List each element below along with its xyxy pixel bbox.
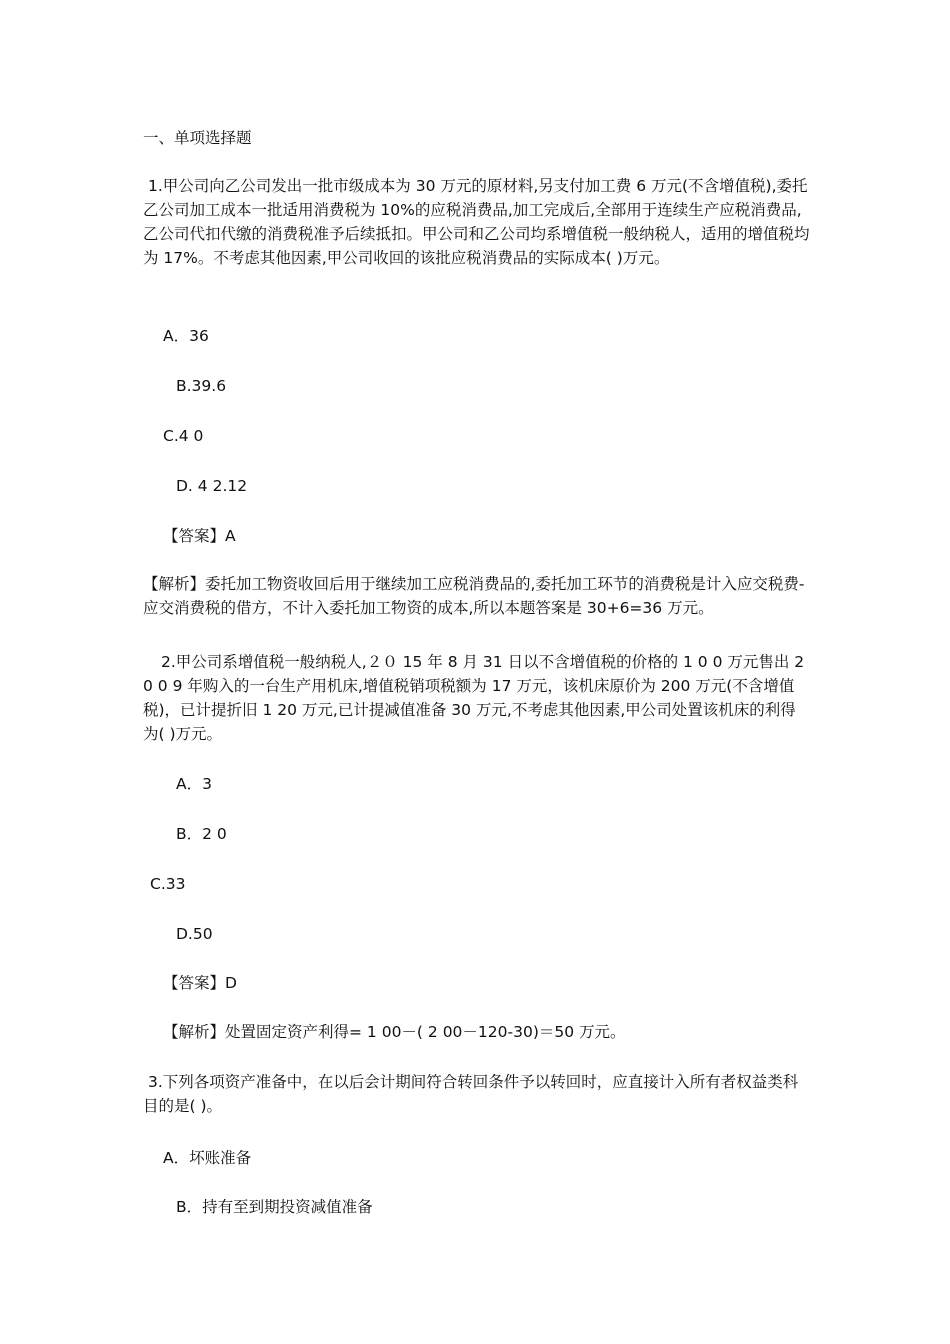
question-2-analysis: 【解析】处置固定资产利得= 1 00－( 2 00－120-30)＝50 万元。 — [163, 1023, 626, 1041]
question-1-option-d: D. 4 2.12 — [176, 477, 248, 495]
question-1-option-a: A．36 — [163, 327, 209, 345]
question-2-option-b: B．2 0 — [176, 825, 227, 843]
question-2-option-d: D.50 — [176, 925, 213, 943]
question-3-option-a: A．坏账准备 — [163, 1149, 252, 1167]
question-3-option-b: B．持有至到期投资减值准备 — [176, 1198, 373, 1216]
question-2-option-a: A．3 — [176, 775, 212, 793]
question-2-stem: 2.甲公司系增值税一般纳税人,２０ 15 年 8 月 31 日以不含增值税的价格的 1 0 0 万元售出 2 0 0 9 年购入的一台生产用机床,增值税销项税额为 17 万元，该机床原价为 200 万元(不含增值税)，已计提折旧 1 20 万元,已计提减值准备 30 万元,不考虑其他因素,甲公司处置该机床的利得为( )万元。 — [143, 653, 805, 743]
question-1-stem: 1.甲公司向乙公司发出一批市级成本为 30 万元的原材料,另支付加工费 6 万元(不含增值税),委托乙公司加工成本一批适用消费税为 10%的应税消费品,加工完成后,全部用于连续生产应税消费品,乙公司代扣代缴的消费税准予后续抵扣。甲公司和乙公司均系增值税一般纳税人，适用的增值税均为 17%。不考虑其他因素,甲公司收回的该批应税消费品的实际成本( )万元。 — [143, 177, 810, 267]
question-2-option-c: C.33 — [150, 875, 186, 893]
question-2-answer: 【答案】D — [163, 974, 237, 992]
question-1-option-b: B.39.6 — [176, 377, 227, 395]
section-title: 一、单项选择题 — [143, 129, 252, 147]
question-1-analysis: 【解析】委托加工物资收回后用于继续加工应税消费品的,委托加工环节的消费税是计入应交税费-应交消费税的借方，不计入委托加工物资的成本,所以本题答案是 30+6=36 万元。 — [143, 575, 805, 617]
question-1-answer: 【答案】A — [163, 527, 236, 545]
question-1-option-c: C.4 0 — [163, 427, 204, 445]
question-3-stem: 3.下列各项资产准备中，在以后会计期间符合转回条件予以转回时，应直接计入所有者权益类科目的是( )。 — [143, 1073, 799, 1115]
